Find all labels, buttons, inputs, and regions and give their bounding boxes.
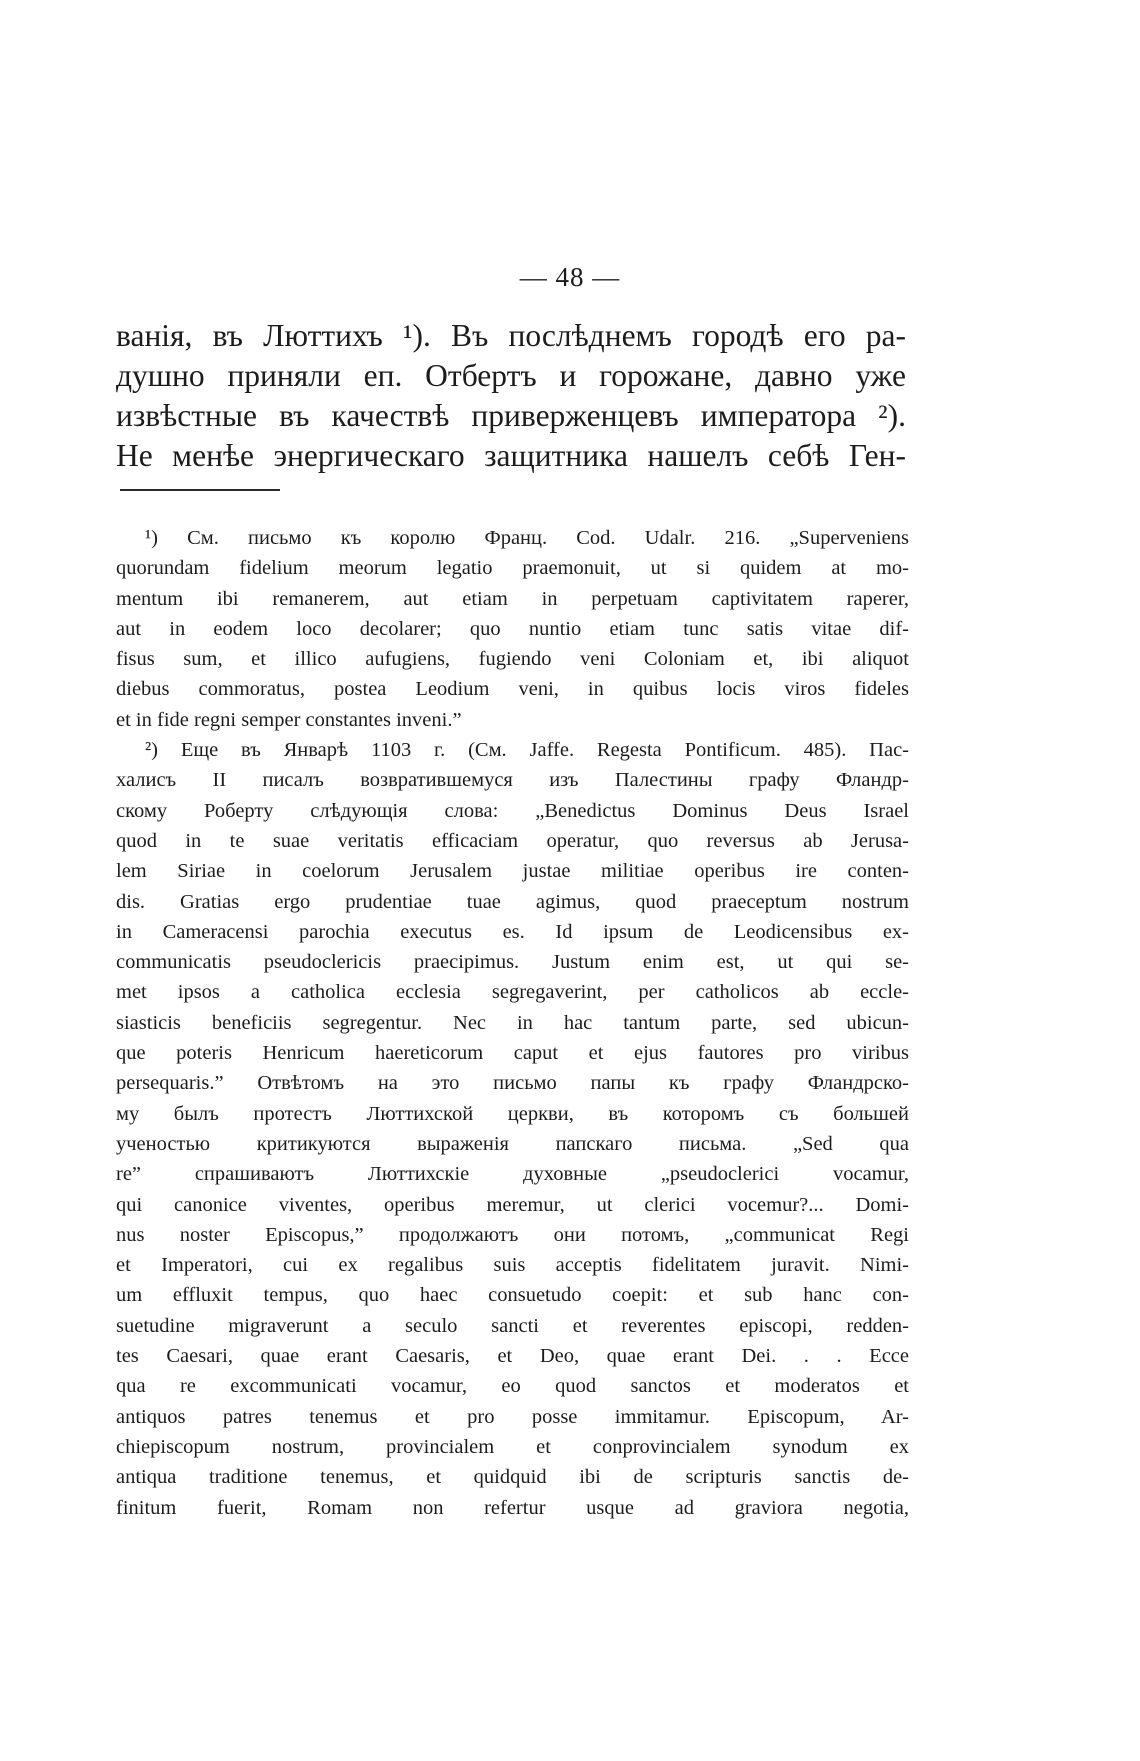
main-text-line: Не менѣе энергическаго защитника нашелъ себѣ Ген- — [116, 438, 906, 473]
footnote-1-line: mentum ibi remanerem, aut etiam in perpetuam captivitatem raperer, — [116, 587, 909, 610]
footnote-1-line: fisus sum, et illico aufugiens, fugiendo veni Coloniam et, ibi aliquot — [116, 648, 909, 671]
page-number: — 48 — — [519, 262, 621, 292]
footnote-2-line: quod in te suae veritatis efficaciam operatur, quo reversus ab Jerusa- — [116, 829, 909, 852]
main-text-line: извѣстные въ качествѣ приверженцевъ императора ²). — [116, 398, 906, 433]
footnote-2-line: communicatis pseudoclericis praecipimus. Justum enim est, ut qui se- — [116, 951, 909, 974]
footnote-2-line: му былъ протестъ Люттихской церкви, въ которомъ съ большей — [116, 1102, 909, 1125]
main-text-line: душно приняли еп. Отбертъ и горожане, давно уже — [116, 358, 906, 393]
footnote-2-line: ученостью критикуются выраженія папскаго письма. „Sed qua — [116, 1132, 909, 1155]
footnote-2-line: qui canonice viventes, operibus meremur, ut clerici vocemur?... Domi- — [116, 1193, 909, 1216]
footnote-1-line: diebus commoratus, postea Leodium veni, in quibus locis viros fideles — [116, 678, 909, 701]
footnote-2-line: et Imperatori, cui ex regalibus suis acceptis fidelitatem juravit. Nimi- — [116, 1254, 909, 1277]
footnote-2-line: Еще въ Январѣ 1103 г. (См. Jaffe. Regesta Pontificum. 485). Пас- — [180, 739, 910, 762]
footnote-2-marker: ²) — [145, 739, 158, 762]
footnotes-block — [116, 523, 909, 1523]
footnote-separator-rule — [120, 489, 280, 491]
footnote-2-line: dis. Gratias ergo prudentiae tuae agimus, quod praeceptum nostrum — [116, 890, 909, 913]
footnote-2-line: скому Роберту слѣдующія слова: „Benedictus Dominus Deus Israel — [116, 799, 909, 822]
footnote-2-first-line — [116, 735, 909, 765]
footnote-2-line: qua re excommunicati vocamur, eo quod sanctos et moderatos et — [116, 1375, 909, 1398]
footnote-2-line: siasticis beneficiis segregentur. Nec in hac tantum parte, sed ubicun- — [116, 1011, 909, 1034]
footnote-1-line: aut in eodem loco decolarer; quo nuntio etiam tunc satis vitae dif- — [116, 617, 909, 640]
footnote-2-line: халисъ II писалъ возвратившемуся изъ Палестины графу Фландр- — [116, 769, 909, 792]
footnote-2-line: suetudine migraverunt a seculo sancti et reverentes episcopi, redden- — [116, 1314, 909, 1337]
footnote-1-first-line — [116, 523, 909, 553]
main-text-block — [116, 316, 906, 476]
footnote-2-line: met ipsos a catholica ecclesia segregaverint, per catholicos ab eccle- — [116, 981, 909, 1004]
footnote-2-line: antiquos patres tenemus et pro posse immitamur. Episcopum, Ar- — [116, 1405, 909, 1428]
footnote-1-line: et in fide regni semper constantes inveni.” — [116, 708, 462, 731]
footnote-2-line: tes Caesari, quae erant Caesaris, et Deo, quae erant Dei. . . Ecce — [116, 1345, 909, 1368]
footnote-2-line: antiqua traditione tenemus, et quidquid ibi de scripturis sanctis de- — [116, 1466, 909, 1489]
main-text-line: ванія, въ Люттихъ ¹). Въ послѣднемъ городѣ его ра- — [116, 318, 906, 353]
footnote-2-line: persequaris.” Отвѣтомъ на это письмо папы къ графу Фландрско- — [116, 1072, 909, 1095]
footnote-2-line: nus noster Episcopus,” продолжаютъ они потомъ, „communicat Regi — [116, 1223, 909, 1246]
footnote-2-line: re” спрашиваютъ Люттихскіе духовные „pseudoclerici vocamur, — [116, 1163, 909, 1186]
footnote-2-line: lem Siriae in coelorum Jerusalem justae militiae operibus ire conten- — [116, 860, 909, 883]
footnote-2-line: chiepiscopum nostrum, provincialem et conprovincialem synodum ex — [116, 1435, 909, 1458]
footnote-1-line: См. письмо къ королю Франц. Cod. Udalr. 216. „Superveniens — [187, 527, 909, 549]
footnote-1-line: quorundam fidelium meorum legatio praemonuit, ut si quidem at mo- — [116, 557, 909, 580]
footnote-2-line: finitum fuerit, Romam non refertur usque ad graviora negotia, — [116, 1496, 909, 1519]
footnote-2-line: que poteris Henricum haereticorum caput et ejus fautores pro viribus — [116, 1042, 909, 1065]
footnote-2-line: in Cameracensi parochia executus es. Id ipsum de Leodicensibus ex- — [116, 920, 909, 943]
footnote-2-line: um effluxit tempus, quo haec consuetudo coepit: et sub hanc con- — [116, 1284, 909, 1307]
footnote-1-marker: ¹) — [145, 527, 158, 549]
